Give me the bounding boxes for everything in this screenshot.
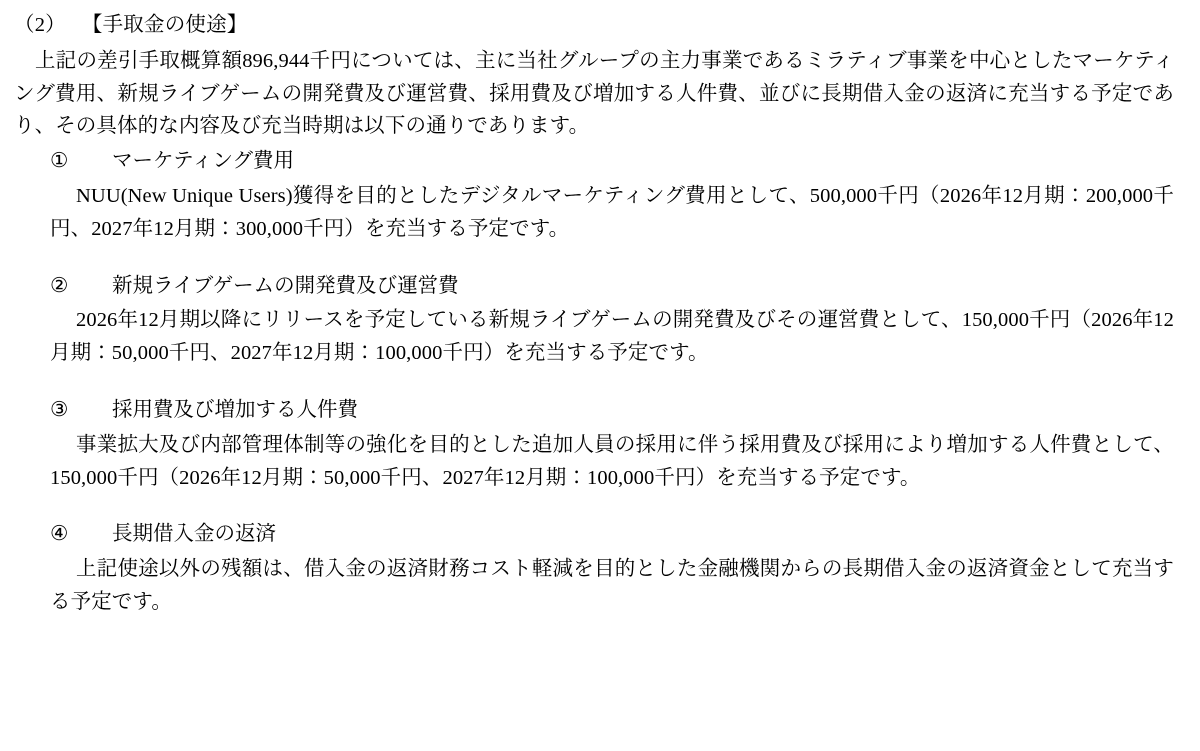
section-heading <box>14 10 1174 42</box>
intro-paragraph: 上記の差引手取概算額896,944千円については、主に当社グループの主力事業であるミラティブ事業を中心としたマーケティング費用、新規ライブゲームの開発費及び運営費、採用費及び増加する人件費、並びに長期借入金の返済に充当する予定であり、その具体的な内容及び充当時期は以下の通りであります。 <box>14 49 1174 138</box>
item-4-heading-text: 長期借入金の返済 <box>112 523 276 546</box>
item-4-body: 上記使途以外の残額は、借入金の返済財務コスト軽減を目的とした金融機関からの長期借入金の返済資金として充当する予定です。 <box>50 558 1174 613</box>
section-title: 【手取金の使途】 <box>81 14 248 36</box>
item-3-marker: ③ <box>50 398 69 421</box>
item-1-marker: ① <box>50 150 69 173</box>
item-3-heading <box>14 394 1174 427</box>
item-4-heading <box>14 518 1174 551</box>
item-3-body: 事業拡大及び内部管理体制等の強化を目的とした追加人員の採用に伴う採用費及び採用により増加する人件費として、150,000千円（2026年12月期：50,000千円、2027年12月期：100,000千円）を充当する予定です。 <box>50 433 1174 489</box>
item-1-heading-text: マーケティング費用 <box>112 150 295 173</box>
item-3-heading-text: 採用費及び増加する人件費 <box>112 398 358 421</box>
item-2-marker: ② <box>50 274 69 297</box>
item-1-body: NUU(New Unique Users)獲得を目的としたデジタルマーケティング費用として、500,000千円（2026年12月期：200,000千円、2027年12月期：300,000千円）を充当する予定です。 <box>50 184 1174 240</box>
item-1-heading <box>14 145 1174 178</box>
item-2-heading-text: 新規ライブゲームの開発費及び運営費 <box>112 274 459 297</box>
section-number: （2） <box>14 14 66 36</box>
item-2-heading <box>14 270 1174 303</box>
item-4-marker: ④ <box>50 523 69 546</box>
item-2-body: 2026年12月期以降にリリースを予定している新規ライブゲームの開発費及びその運営費として、150,000千円（2026年12月期：50,000千円、2027年12月期：100,000千円）を充当する予定です。 <box>50 309 1174 365</box>
